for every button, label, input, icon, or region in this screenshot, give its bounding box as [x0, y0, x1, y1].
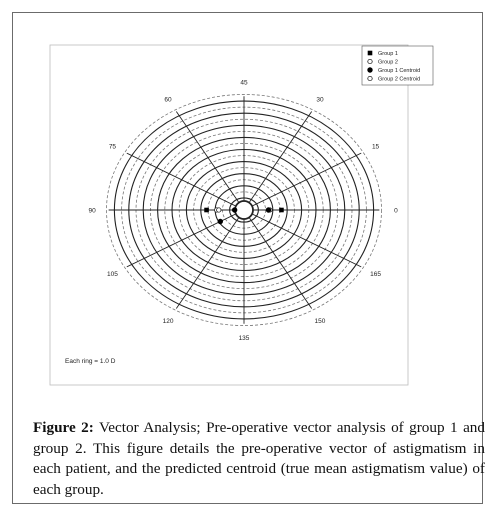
angle-label-150: 150 [314, 317, 326, 325]
angle-label-75: 75 [108, 143, 117, 151]
angle-label-45: 45 [240, 79, 248, 87]
point-series0-1 [204, 208, 209, 213]
angle-label-135: 135 [238, 334, 250, 342]
legend-label-3: Group 2 Centroid [378, 76, 421, 83]
angle-label-120: 120 [162, 317, 174, 325]
angle-label-105: 105 [107, 271, 118, 279]
angle-spokes [109, 96, 380, 323]
angle-label-15: 15 [371, 143, 380, 151]
vector-analysis-chart [13, 13, 484, 405]
figure-caption [33, 418, 485, 500]
ring-scale-note: Each ring = 1.0 D [65, 358, 116, 365]
legend-label-1: Group 2 [378, 59, 398, 66]
point-series2-2 [218, 219, 223, 224]
legend-label-0: Group 1 [378, 51, 398, 57]
legend-marker-1 [368, 59, 372, 63]
caption-label: Figure 2: [33, 419, 94, 436]
angle-label-30: 30 [316, 96, 324, 104]
angle-label-60: 60 [164, 96, 172, 104]
plot-area-border [50, 45, 408, 385]
legend [362, 46, 433, 85]
legend-marker-0 [368, 51, 373, 56]
legend-marker-2 [367, 67, 372, 72]
angle-label-165: 165 [370, 271, 381, 279]
point-series2-0 [232, 207, 237, 212]
center-marker [235, 201, 253, 219]
point-series2-1 [266, 207, 271, 212]
point-series3-0 [217, 208, 221, 212]
angle-label-90: 90 [88, 207, 96, 215]
figure-frame [12, 12, 483, 504]
legend-marker-3 [368, 76, 372, 80]
point-series0-0 [279, 208, 284, 213]
legend-label-2: Group 1 Centroid [378, 68, 421, 74]
caption-text: Vector Analysis; Pre-operative vector analysis of group 1 and group 2. This figure details the pre-operative vector of astigmatism in each patient, and the predicted centroid (true mean astigmatism value) of each group. [33, 419, 485, 498]
angle-label-0: 0 [394, 207, 398, 215]
